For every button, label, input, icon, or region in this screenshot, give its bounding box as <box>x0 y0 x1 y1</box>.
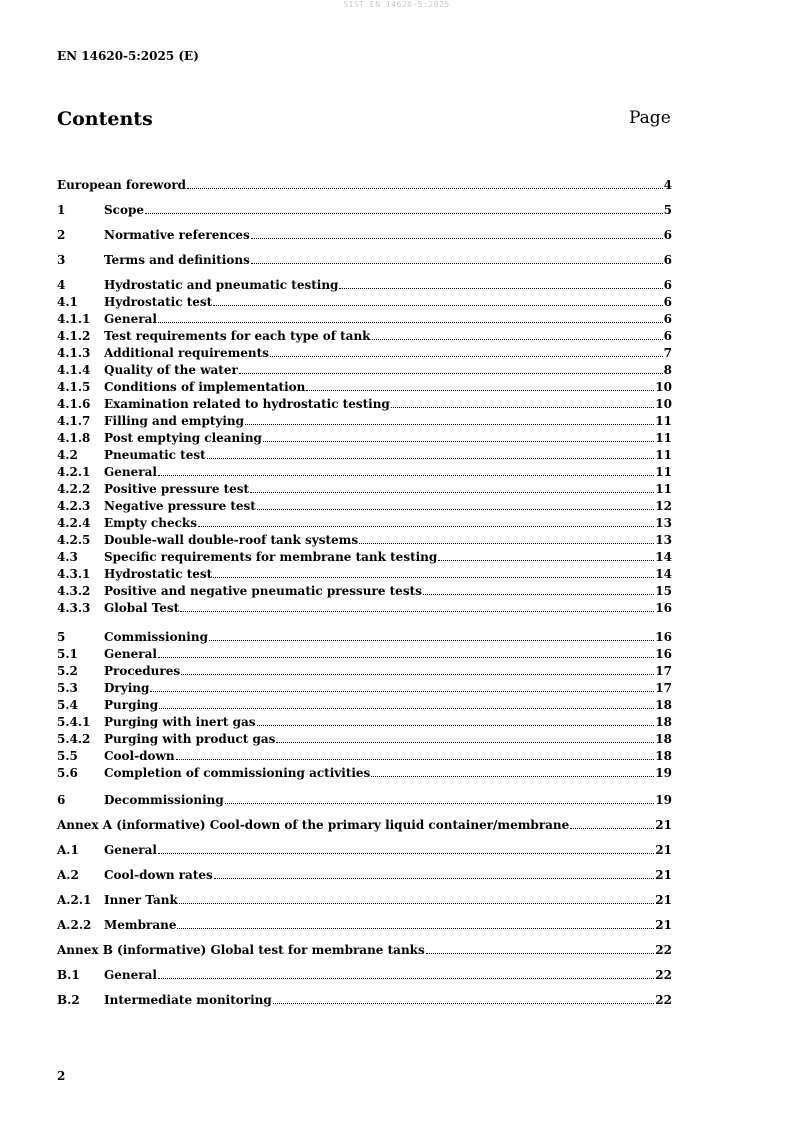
toc-entry-page: 22 <box>655 993 672 1007</box>
toc-entry-page: 10 <box>655 397 672 411</box>
toc-entry-page: 7 <box>663 346 672 360</box>
toc-entry-page: 13 <box>655 516 672 530</box>
toc-entry-number: 4.3.1 <box>57 567 91 581</box>
toc-entry-number: 5.4.1 <box>57 715 91 729</box>
page-column-label: Page <box>629 108 671 128</box>
toc-leader-dots <box>239 372 663 374</box>
toc-leader-dots <box>257 508 654 510</box>
toc-leader-dots <box>257 724 655 726</box>
toc-entry-number: 4.1.3 <box>57 346 91 360</box>
toc-entry-page: 17 <box>655 681 672 695</box>
toc-entry-title: Purging with product gas <box>104 732 276 746</box>
toc-entry-page: 19 <box>655 766 672 780</box>
toc-leader-dots <box>179 902 655 904</box>
toc-entry-number: 4.2.1 <box>57 465 91 479</box>
toc-leader-dots <box>209 639 654 641</box>
toc-leader-dots <box>245 423 654 425</box>
toc-entry-number: A.2.2 <box>57 918 92 932</box>
toc-entry-title: Drying <box>104 681 150 695</box>
toc-entry-title: Annex A (informative) Cool-down of the primary liquid container/membrane <box>57 818 570 832</box>
toc-entry[interactable] <box>57 311 672 327</box>
toc-entry-number: 5.1 <box>57 647 78 661</box>
toc-entry-title: Filling and emptying <box>104 414 245 428</box>
toc-leader-dots <box>158 474 654 476</box>
toc-leader-dots <box>423 593 654 595</box>
toc-entry-title: Hydrostatic test <box>104 295 213 309</box>
toc-entry-page: 21 <box>655 893 672 907</box>
toc-entry-number: A.2.1 <box>57 893 92 907</box>
toc-entry-page: 12 <box>655 499 672 513</box>
toc-entry[interactable] <box>57 294 672 310</box>
toc-entry-page: 14 <box>655 567 672 581</box>
toc-entry-number: 4.1.6 <box>57 397 91 411</box>
toc-entry[interactable] <box>57 177 672 193</box>
toc-entry[interactable] <box>57 413 672 429</box>
toc-leader-dots <box>158 321 663 323</box>
toc-entry[interactable] <box>57 277 672 293</box>
toc-entry-page: 4 <box>663 178 672 192</box>
toc-entry-title: Purging <box>104 698 159 712</box>
toc-leader-dots <box>158 852 654 854</box>
toc-entry-page: 6 <box>663 278 672 292</box>
toc-entry-number: 4.3 <box>57 550 78 564</box>
toc-entry-title: Completion of commissioning activities <box>104 766 371 780</box>
toc-leader-dots <box>213 576 654 578</box>
toc-leader-dots <box>158 656 654 658</box>
toc-entry-title: Conditions of implementation <box>104 380 306 394</box>
document-id: EN 14620-5:2025 (E) <box>57 49 199 63</box>
toc-entry-number: 3 <box>57 253 66 267</box>
toc-leader-dots <box>214 877 655 879</box>
toc-entry-page: 6 <box>663 253 672 267</box>
toc-entry-page: 19 <box>655 793 672 807</box>
toc-leader-dots <box>176 758 655 760</box>
toc-leader-dots <box>570 827 654 829</box>
toc-entry-number: A.1 <box>57 843 79 857</box>
toc-entry-number: 5.2 <box>57 664 78 678</box>
toc-entry-title: General <box>104 312 157 326</box>
toc-entry-page: 21 <box>655 818 672 832</box>
toc-entry-title: Normative references <box>104 228 250 242</box>
toc-entry-title: Intermediate monitoring <box>104 993 272 1007</box>
toc-entry-number: 4.1.8 <box>57 431 91 445</box>
toc-entry-page: 22 <box>655 943 672 957</box>
toc-leader-dots <box>391 406 654 408</box>
toc-entry-page: 15 <box>655 584 672 598</box>
toc-leader-dots <box>180 610 654 612</box>
toc-entry[interactable] <box>57 765 672 781</box>
toc-entry[interactable] <box>57 714 672 730</box>
toc-leader-dots <box>359 542 654 544</box>
toc-entry-title: Procedures <box>104 664 181 678</box>
toc-entry-title: General <box>104 843 157 857</box>
toc-entry-title: General <box>104 465 157 479</box>
toc-entry-page: 6 <box>663 312 672 326</box>
toc-entry-number: 1 <box>57 203 66 217</box>
toc-entry[interactable] <box>57 202 672 218</box>
toc-entry[interactable] <box>57 892 672 908</box>
toc-entry-number: 4.1.4 <box>57 363 91 377</box>
toc-entry-number: 5.6 <box>57 766 78 780</box>
toc-entry-page: 16 <box>655 601 672 615</box>
toc-entry-number: B.2 <box>57 993 80 1007</box>
toc-entry-number: 4.2.2 <box>57 482 91 496</box>
toc-leader-dots <box>159 707 654 709</box>
toc-entry-page: 21 <box>655 868 672 882</box>
toc-entry-page: 11 <box>655 482 672 496</box>
toc-entry[interactable] <box>57 680 672 696</box>
toc-entry[interactable] <box>57 731 672 747</box>
toc-entry[interactable] <box>57 345 672 361</box>
toc-entry-title: Scope <box>104 203 145 217</box>
toc-leader-dots <box>207 457 655 459</box>
toc-entry-title: Pneumatic test <box>104 448 206 462</box>
toc-entry-title: Additional requirements <box>104 346 269 360</box>
toc-entry-page: 22 <box>655 968 672 982</box>
toc-entry-title: Commissioning <box>104 630 208 644</box>
toc-entry-number: 4.2.5 <box>57 533 91 547</box>
toc-entry-page: 13 <box>655 533 672 547</box>
toc-entry-number: 4.1.7 <box>57 414 91 428</box>
toc-entry[interactable] <box>57 532 672 548</box>
toc-entry[interactable] <box>57 942 672 958</box>
toc-leader-dots <box>187 187 663 189</box>
toc-entry-page: 18 <box>655 732 672 746</box>
toc-leader-dots <box>158 977 654 979</box>
toc-leader-dots <box>339 287 662 289</box>
toc-entry-number: 5.5 <box>57 749 78 763</box>
toc-entry-number: 2 <box>57 228 66 242</box>
toc-entry[interactable] <box>57 992 672 1008</box>
toc-leader-dots <box>225 802 655 804</box>
toc-entry-page: 14 <box>655 550 672 564</box>
toc-entry-title: Test requirements for each type of tank <box>104 329 371 343</box>
page-number: 2 <box>57 1069 66 1083</box>
toc-entry-page: 6 <box>663 228 672 242</box>
toc-entry-page: 17 <box>655 664 672 678</box>
toc-entry-page: 11 <box>655 431 672 445</box>
toc-entry-page: 11 <box>655 448 672 462</box>
toc-entry-title: Terms and definitions <box>104 253 250 267</box>
toc-entry-page: 21 <box>655 843 672 857</box>
toc-entry-title: Positive and negative pneumatic pressure tests <box>104 584 422 598</box>
toc-entry-title: Hydrostatic and pneumatic testing <box>104 278 339 292</box>
toc-entry[interactable] <box>57 867 672 883</box>
toc-entry-title: General <box>104 647 157 661</box>
toc-entry-page: 18 <box>655 715 672 729</box>
toc-leader-dots <box>250 491 654 493</box>
toc-entry-title: General <box>104 968 157 982</box>
toc-leader-dots <box>372 338 663 340</box>
toc-entry-number: 4.1.5 <box>57 380 91 394</box>
toc-entry-page: 6 <box>663 329 672 343</box>
toc-entry-title: Decommissioning <box>104 793 224 807</box>
toc-leader-dots <box>251 262 663 264</box>
toc-entry-page: 21 <box>655 918 672 932</box>
toc-entry-page: 18 <box>655 749 672 763</box>
toc-entry[interactable] <box>57 379 672 395</box>
toc-entry-number: 4.2.4 <box>57 516 91 530</box>
toc-entry-title: Double-wall double-roof tank systems <box>104 533 359 547</box>
toc-entry[interactable] <box>57 817 672 833</box>
toc-leader-dots <box>198 525 654 527</box>
toc-entry-title: Empty checks <box>104 516 197 530</box>
toc-entry-number: 4.1.1 <box>57 312 91 326</box>
toc-entry-number: B.1 <box>57 968 80 982</box>
toc-entry-page: 11 <box>655 414 672 428</box>
toc-leader-dots <box>438 559 654 561</box>
toc-entry[interactable] <box>57 842 672 858</box>
toc-leader-dots <box>371 775 654 777</box>
toc-entry-title: Membrane <box>104 918 177 932</box>
toc-entry-page: 11 <box>655 465 672 479</box>
toc-entry-number: 4.1.2 <box>57 329 91 343</box>
toc-entry-page: 16 <box>655 647 672 661</box>
toc-entry-number: 6 <box>57 793 66 807</box>
toc-entry-title: Examination related to hydrostatic testing <box>104 397 390 411</box>
watermark: SIST EN 14620-5:2025 <box>343 0 450 9</box>
toc-leader-dots <box>270 355 663 357</box>
toc-entry[interactable] <box>57 792 672 808</box>
toc-entry-number: 4.2 <box>57 448 78 462</box>
toc-entry-number: 5.4.2 <box>57 732 91 746</box>
toc-entry-title: Quality of the water <box>104 363 238 377</box>
toc-entry[interactable] <box>57 430 672 446</box>
toc-entry[interactable] <box>57 663 672 679</box>
toc-entry-number: 4 <box>57 278 66 292</box>
toc-entry-number: A.2 <box>57 868 79 882</box>
toc-leader-dots <box>276 741 654 743</box>
toc-entry-number: 4.2.3 <box>57 499 91 513</box>
toc-entry-page: 18 <box>655 698 672 712</box>
toc-leader-dots <box>145 212 663 214</box>
toc-leader-dots <box>181 673 654 675</box>
toc-leader-dots <box>177 927 654 929</box>
toc-leader-dots <box>150 690 654 692</box>
toc-entry-page: 16 <box>655 630 672 644</box>
toc-entry[interactable] <box>57 967 672 983</box>
toc-entry[interactable] <box>57 697 672 713</box>
toc-entry-number: 5 <box>57 630 66 644</box>
toc-leader-dots <box>213 304 662 306</box>
toc-entry[interactable] <box>57 515 672 531</box>
toc-entry[interactable] <box>57 252 672 268</box>
toc-entry[interactable] <box>57 646 672 662</box>
toc-entry-number: 5.3 <box>57 681 78 695</box>
toc-entry[interactable] <box>57 600 672 616</box>
toc-entry[interactable] <box>57 498 672 514</box>
contents-heading: Contents <box>57 108 153 130</box>
toc-entry-number: 4.1 <box>57 295 78 309</box>
toc-entry-title: Cool-down <box>104 749 175 763</box>
toc-entry-title: Negative pressure test <box>104 499 256 513</box>
toc-entry[interactable] <box>57 566 672 582</box>
toc-entry-number: 4.3.3 <box>57 601 91 615</box>
toc-entry[interactable] <box>57 583 672 599</box>
toc-entry[interactable] <box>57 629 672 645</box>
toc-entry[interactable] <box>57 748 672 764</box>
toc-entry-title: Global Test <box>104 601 180 615</box>
toc-entry[interactable] <box>57 362 672 378</box>
toc-entry[interactable] <box>57 447 672 463</box>
toc-entry[interactable] <box>57 917 672 933</box>
toc-entry[interactable] <box>57 328 672 344</box>
toc-entry-title: Specific requirements for membrane tank testing <box>104 550 438 564</box>
toc-entry-title: Post emptying cleaning <box>104 431 262 445</box>
toc-entry[interactable] <box>57 227 672 243</box>
toc-entry-title: Annex B (informative) Global test for membrane tanks <box>57 943 425 957</box>
toc-entry[interactable] <box>57 464 672 480</box>
toc-entry-title: Cool-down rates <box>104 868 213 882</box>
toc-entry-title: European foreword <box>57 178 187 192</box>
toc-entry-title: Purging with inert gas <box>104 715 256 729</box>
toc-entry-page: 10 <box>655 380 672 394</box>
toc-entry[interactable] <box>57 549 672 565</box>
toc-leader-dots <box>273 1002 655 1004</box>
toc-leader-dots <box>251 237 663 239</box>
toc-leader-dots <box>306 389 654 391</box>
toc-leader-dots <box>426 952 655 954</box>
toc-entry[interactable] <box>57 396 672 412</box>
toc-entry-page: 5 <box>663 203 672 217</box>
toc-entry-title: Inner Tank <box>104 893 178 907</box>
toc-entry-number: 5.4 <box>57 698 78 712</box>
toc-entry-title: Positive pressure test <box>104 482 250 496</box>
toc-entry-number: 4.3.2 <box>57 584 91 598</box>
toc-entry-page: 6 <box>663 295 672 309</box>
toc-entry-page: 8 <box>663 363 672 377</box>
toc-entry[interactable] <box>57 481 672 497</box>
toc-entry-title: Hydrostatic test <box>104 567 213 581</box>
toc-leader-dots <box>263 440 654 442</box>
